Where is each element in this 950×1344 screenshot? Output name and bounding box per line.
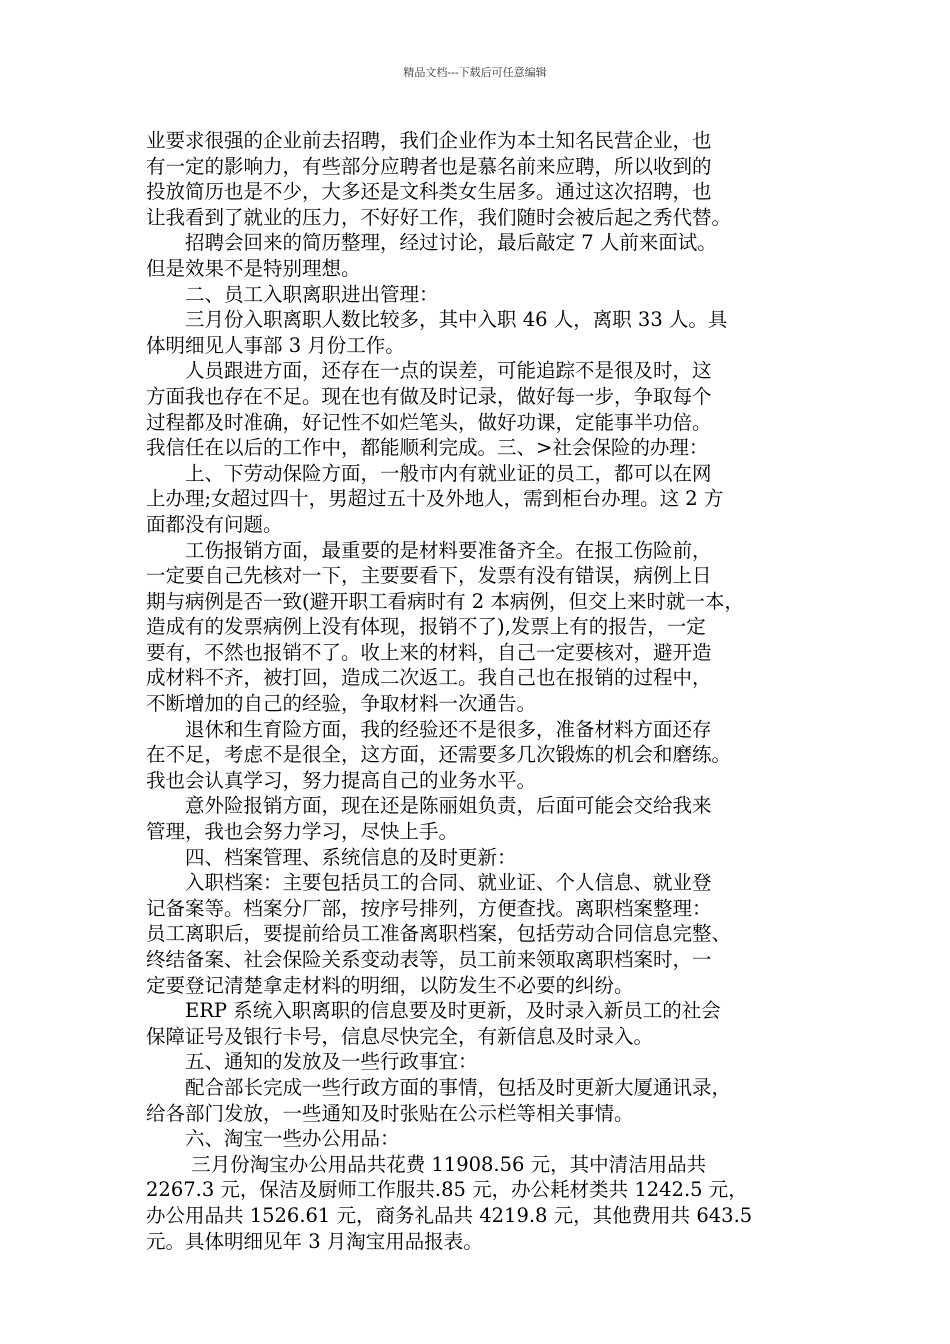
section-heading: 四、档案管理、系统信息的及时更新： (146, 845, 517, 869)
text-line: 有一定的影响力，有些部分应聘者也是慕名前来应聘，所以收到的 (146, 154, 712, 178)
text-line: 在不足，考虑不是很全，这方面，还需要多几次锻炼的机会和磨练。 (146, 743, 732, 767)
text-line: 定要登记清楚拿走材料的明细，以防发生不必要的纠纷。 (146, 973, 634, 997)
text-line: 给各部门发放，一些通知及时张贴在公示栏等相关事情。 (146, 1101, 634, 1125)
text-line: 终结备案、社会保险关系变动表等，员工前来领取离职档案时，一 (146, 948, 712, 971)
text-line: 记备案等。档案分厂部，按序号排列，方便查找。离职档案整理： (146, 896, 712, 920)
text-line: 上办理;女超过四十，男超过五十及外地人，需到柜台办理。这 2 方 (146, 487, 724, 511)
text-line: 方面我也存在不足。现在也有做及时记录，做好每一步，争取每个 (146, 384, 712, 408)
text-line: 元。具体明细见年 3 月淘宝用品报表。 (146, 1229, 483, 1253)
text-line: 人员跟进方面，还存在一点的误差，可能追踪不是很及时，这 (146, 359, 712, 383)
text-line: 体明细见人事部 3 月份工作。 (146, 333, 405, 357)
text-line: 我也会认真学习，努力提高自己的业务水平。 (146, 768, 537, 792)
section-heading: 二、员工入职离职进出管理： (146, 282, 439, 306)
section-heading: 五、通知的发放及一些行政事宜： (146, 1050, 478, 1074)
text-line: 招聘会回来的简历整理，经过讨论，最后敲定 7 人前来面试。 (146, 231, 717, 255)
section-heading: 六、淘宝一些办公用品： (146, 1127, 400, 1151)
text-line: 业要求很强的企业前去招聘，我们企业作为本土知名民营企业，也 (146, 129, 712, 152)
text-line: 期与病例是否一致(避开职工看病时有 2 本病例，但交上来时就一本， (146, 589, 744, 613)
text-line: 入职档案：主要包括员工的合同、就业证、个人信息、就业登 (146, 871, 712, 895)
text-line: 工伤报销方面，最重要的是材料要准备齐全。在报工伤险前， (146, 538, 712, 562)
text-line: 保障证号及银行卡号，信息尽快完全，有新信息及时录入。 (146, 1024, 654, 1048)
text-line: 三月份淘宝办公用品共花费 11908.56 元，其中清洁用品共 (146, 1152, 707, 1176)
text-line: 要有，不然也报销不了。收上来的材料，自己一定要核对，避开造 (146, 640, 712, 664)
text-line: 成材料不齐，被打回，造成二次返工。我自己也在报销的过程中， (146, 666, 712, 690)
text-line: 三月份入职离职人数比较多，其中入职 46 人，离职 33 人。具 (146, 308, 728, 332)
text-line: 不断增加的自己的经验，争取材料一次通告。 (146, 692, 537, 716)
text-line: 过程都及时准确，好记性不如烂笔头，做好功课，定能事半功倍。 (146, 410, 712, 434)
text-line: 员工离职后，要提前给员工准备离职档案，包括劳动合同信息完整、 (146, 922, 732, 946)
text-line: 退休和生育险方面，我的经验还不是很多，准备材料方面还存 (146, 717, 712, 741)
text-line: 2267.3 元，保洁及厨师工作服共.85 元，办公耗材类共 1242.5 元， (146, 1178, 748, 1202)
text-line: 但是效果不是特别理想。 (146, 256, 361, 280)
text-line: ERP 系统入职离职的信息要及时更新，及时录入新员工的社会 (146, 999, 721, 1023)
document-body (146, 128, 808, 1254)
text-line: 投放简历也是不少，大多还是文科类女生居多。通过这次招聘，也 (146, 180, 712, 204)
page-header: 精品文档---下载后可任意编辑 (403, 66, 547, 79)
text-line: 一定要自己先核对一下，主要要看下，发票有没有错误，病例上日 (146, 564, 712, 588)
text-line: 配合部长完成一些行政方面的事情，包括及时更新大厦通讯录， (146, 1075, 732, 1099)
text-line: 造成有的发票病例上没有体现，报销不了),发票上有的报告，一定 (146, 615, 706, 639)
text-line: 意外险报销方面，现在还是陈丽姐负责，后面可能会交给我来 (146, 794, 712, 818)
text-line: 让我看到了就业的压力，不好好工作，我们随时会被后起之秀代替。 (146, 205, 732, 229)
text-line: 管理，我也会努力学习，尽快上手。 (146, 820, 459, 844)
text-line: 我信任在以后的工作中，都能顺利完成。三、>社会保险的办理： (146, 436, 709, 460)
text-line: 面都没有问题。 (146, 512, 283, 536)
text-line: 上、下劳动保险方面，一般市内有就业证的员工，都可以在网 (146, 461, 712, 485)
text-line: 办公用品共 1526.61 元，商务礼品共 4219.8 元，其他费用共 643.5 (146, 1203, 753, 1227)
